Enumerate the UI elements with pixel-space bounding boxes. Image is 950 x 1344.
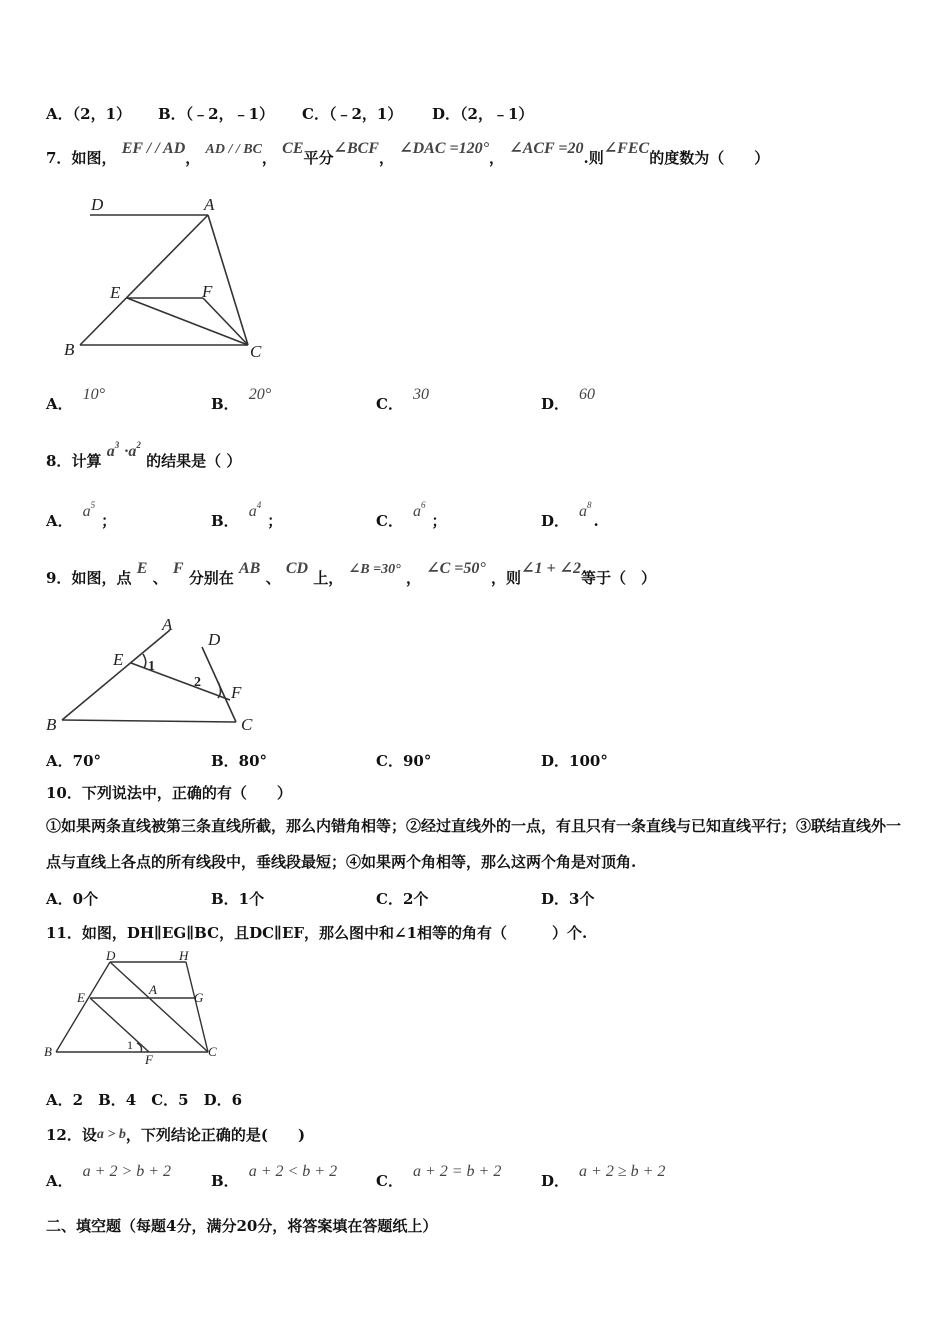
q7-option-b xyxy=(211,386,272,414)
q6-option-d: D．（2，﹣1） xyxy=(432,105,534,123)
q10-body: ①如果两条直线被第三条直线所截，那么内错角相等；②经过直线外的一点，有且只有一条直线与已知直线平行；③联结直线外一点与直线上各点的所有线段中，垂线段最短；④如果两个角相等，那么这两个角是对顶角. xyxy=(46,817,902,871)
q8-option-a-label: A． xyxy=(46,512,73,530)
q8-option-d-label: D． xyxy=(541,512,570,530)
q7-option-d-label: D． xyxy=(541,395,570,413)
q11-stem: 11．如图，DH∥EG∥BC，且DC∥EF，那么图中和∠1相等的角有（ ）个. xyxy=(46,924,588,942)
q7-formula-bcf: ∠BCF xyxy=(333,140,379,157)
q7-label-e: E xyxy=(110,283,121,302)
q7-formula-dac: ∠DAC =120° xyxy=(399,140,490,157)
q6-option-c: C．（﹣2，1） xyxy=(302,105,403,123)
q8-option-b-base: a xyxy=(248,503,257,520)
q7-number: 7． xyxy=(46,149,72,167)
q8-option-d xyxy=(541,500,599,531)
q9-label-b: B xyxy=(46,715,57,734)
q9-formula-sum: ∠1 + ∠2 xyxy=(521,560,581,577)
q12-option-c-label: C． xyxy=(376,1172,403,1190)
q7-stem xyxy=(46,140,770,170)
q8-option-b-exp: 4 xyxy=(256,500,262,510)
q7-sep-2: ， xyxy=(261,149,277,167)
q9-option-b: B．80° xyxy=(211,752,268,770)
q12-option-a xyxy=(46,1163,172,1191)
q7-label-b: B xyxy=(64,340,75,359)
q7-option-c-label: C． xyxy=(376,395,403,413)
q8-option-c-end: ； xyxy=(431,512,447,530)
q12-option-d-label: D． xyxy=(541,1172,570,1190)
q11-label-c: C xyxy=(208,1044,217,1059)
q11-label-h: H xyxy=(179,948,189,963)
q7-sep-4: ， xyxy=(489,149,505,167)
q7-text-4: 的度数为（ ） xyxy=(649,149,770,167)
q8-option-c-label: C． xyxy=(376,512,403,530)
q9-label-1: 1 xyxy=(148,659,155,674)
q6-option-a: A．（2，1） xyxy=(46,105,132,123)
q8-option-c-base: a xyxy=(412,503,421,520)
q9-label-e: E xyxy=(113,650,124,669)
q7-sep-1: ， xyxy=(185,149,201,167)
q7-label-d: D xyxy=(91,195,104,214)
q7-formula-ef-ad: EF / / AD xyxy=(121,140,186,157)
q9-formula-ab: AB xyxy=(239,560,261,577)
q7-option-c xyxy=(376,386,429,414)
q7-formula-ce: CE xyxy=(282,140,304,157)
q11-label-1: 1 xyxy=(127,1038,133,1052)
q7-figure xyxy=(60,192,260,362)
q8-option-a-end: ； xyxy=(101,512,117,530)
q7-option-a xyxy=(46,386,106,414)
q9-text-6: ，则 xyxy=(491,569,522,587)
q12-formula: a > b xyxy=(96,1127,126,1142)
q7-text-3: .则 xyxy=(583,149,604,167)
q8-option-d-base: a xyxy=(579,503,588,520)
q8-base-1: a xyxy=(106,443,115,460)
q12-text-2: ，下列结论正确的是( ) xyxy=(125,1126,306,1144)
q9-formula-c50: ∠C =50° xyxy=(426,560,486,577)
q7-option-d-value: 60 xyxy=(579,386,596,403)
q9-label-c: C xyxy=(241,715,253,734)
q12-option-b xyxy=(211,1163,338,1191)
q6-option-b: B．（﹣2，﹣1） xyxy=(158,105,275,123)
section-2-heading: 二、填空题（每题4分，满分20分，将答案填在答题纸上） xyxy=(46,1217,438,1235)
q9-label-f: F xyxy=(231,683,242,702)
q7-label-a: A xyxy=(204,195,215,214)
q12-option-b-value: a + 2 < b + 2 xyxy=(248,1163,338,1180)
q11-options: A．2 B．4 C．5 D．6 xyxy=(46,1091,243,1109)
q7-formula-ad-bc: AD / / BC xyxy=(205,142,262,157)
q8-stem xyxy=(46,440,242,473)
q8-option-a xyxy=(46,500,117,531)
q9-label-d: D xyxy=(208,630,221,649)
q9-text-7: 等于（ ） xyxy=(580,569,656,587)
q8-option-b-label: B． xyxy=(211,512,239,530)
q9-text-3: 分别在 xyxy=(188,569,234,587)
q9-option-a: A．70° xyxy=(46,752,102,770)
q9-option-c: C．90° xyxy=(376,752,432,770)
q11-label-f: F xyxy=(145,1052,153,1067)
q11-label-d: D xyxy=(106,948,116,963)
q7-formula-fec: ∠FEC xyxy=(603,140,650,157)
q9-label-a: A xyxy=(162,615,173,634)
q8-option-b xyxy=(211,500,283,531)
q7-option-b-value: 20° xyxy=(248,386,272,403)
q9-number: 9． xyxy=(46,569,72,587)
q7-label-c: C xyxy=(250,342,262,361)
q9-text-5: 上， xyxy=(313,569,344,587)
q8-option-d-end: . xyxy=(593,512,599,530)
q7-text-1: 如图， xyxy=(71,149,117,167)
q9-sep: ， xyxy=(405,569,421,587)
q11-figure xyxy=(42,948,227,1068)
q10-stem: 10．下列说法中，正确的有（ ） xyxy=(46,784,292,802)
q8-text-2: 的结果是（ ） xyxy=(146,452,242,470)
q12-option-d-value: a + 2 ≥ b + 2 xyxy=(579,1163,666,1180)
q9-formula-e: E xyxy=(136,560,148,577)
q8-option-b-end: ； xyxy=(267,512,283,530)
q9-text-1: 如图，点 xyxy=(71,569,132,587)
q7-option-a-value: 10° xyxy=(82,386,106,403)
q8-option-d-exp: 8 xyxy=(587,500,592,510)
q8-exp-2: 2 xyxy=(136,440,141,450)
q9-label-2: 2 xyxy=(194,675,201,690)
q12-stem xyxy=(46,1125,305,1147)
q7-formula-acf: ∠ACF =20 xyxy=(509,140,584,157)
q12-option-a-value: a + 2 > b + 2 xyxy=(82,1163,172,1180)
q11-label-a: A xyxy=(149,982,157,997)
q9-formula-cd: CD xyxy=(285,560,309,577)
q12-text-1: 设 xyxy=(81,1126,97,1144)
q12-option-d xyxy=(541,1163,666,1191)
q9-stem xyxy=(46,560,656,590)
q9-option-d: D．100° xyxy=(541,752,608,770)
q11-label-b: B xyxy=(44,1044,52,1059)
q10-option-b: B．1个 xyxy=(211,890,265,908)
q8-option-a-base: a xyxy=(82,503,91,520)
q11-label-e: E xyxy=(77,990,85,1005)
q12-option-c-value: a + 2 = b + 2 xyxy=(412,1163,502,1180)
q12-option-b-label: B． xyxy=(211,1172,239,1190)
q7-sep-3: ， xyxy=(378,149,394,167)
q9-formula-b30: ∠B =30° xyxy=(348,562,401,577)
q8-exp-1: 3 xyxy=(114,440,120,450)
q8-base-2: ·a xyxy=(124,443,137,460)
q8-option-a-exp: 5 xyxy=(90,500,96,510)
q7-text-2: 平分 xyxy=(303,149,334,167)
q9-formula-f: F xyxy=(172,560,184,577)
q12-option-c xyxy=(376,1163,502,1191)
q8-text-1: 计算 xyxy=(71,452,102,470)
q8-number: 8． xyxy=(46,452,72,470)
q12-option-a-label: A． xyxy=(46,1172,73,1190)
q8-option-c xyxy=(376,500,447,531)
q12-number: 12． xyxy=(46,1126,82,1144)
q9-text-4: 、 xyxy=(265,569,281,587)
q11-label-g: G xyxy=(194,990,204,1005)
q10-option-c: C．2个 xyxy=(376,890,429,908)
q7-label-f: F xyxy=(202,282,213,301)
q9-text-2: 、 xyxy=(152,569,168,587)
q9-figure xyxy=(40,612,270,737)
q8-option-c-exp: 6 xyxy=(420,500,426,510)
q7-option-b-label: B． xyxy=(211,395,239,413)
q7-option-c-value: 30 xyxy=(412,386,429,403)
q10-option-a: A．0个 xyxy=(46,890,99,908)
q7-option-a-label: A． xyxy=(46,395,73,413)
q10-option-d: D．3个 xyxy=(541,890,595,908)
q7-option-d xyxy=(541,386,596,414)
